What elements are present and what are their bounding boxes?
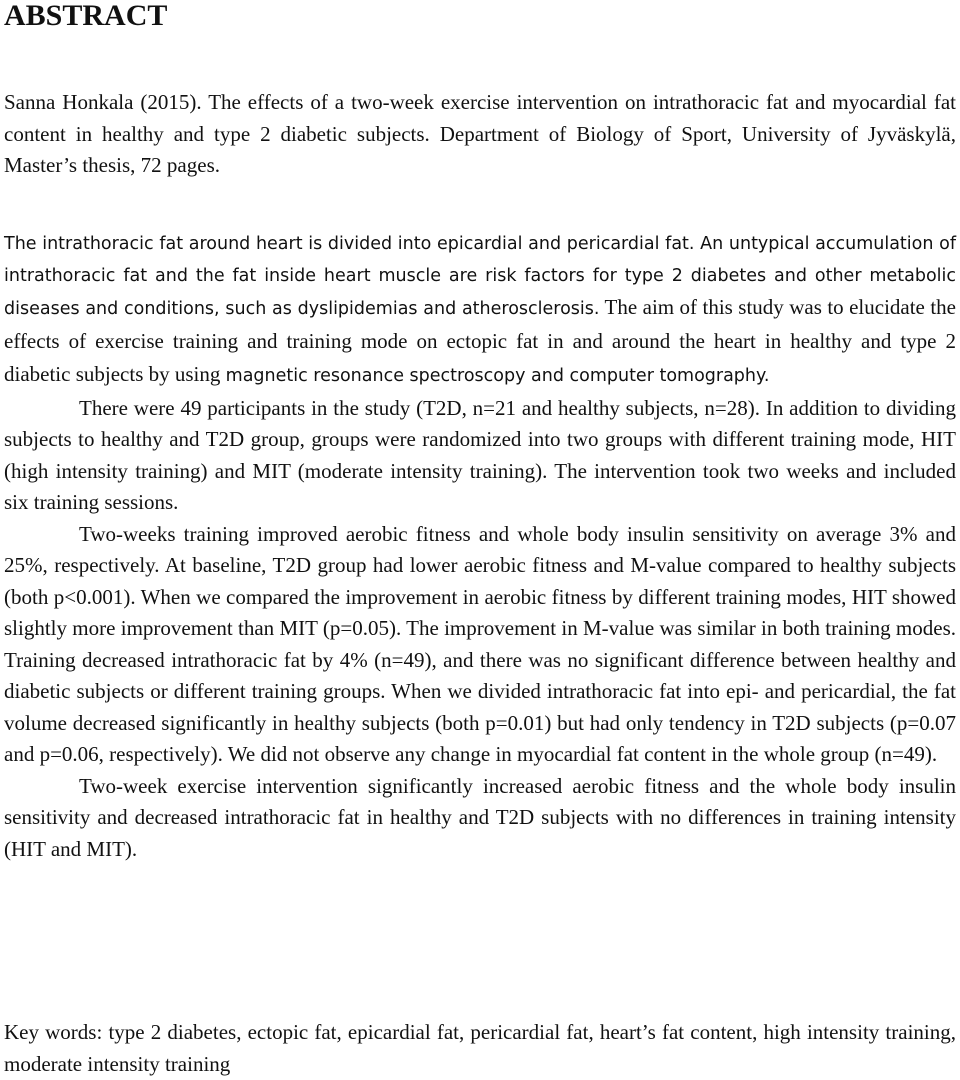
paragraph-1-intro: The intrathoracic fat around heart is divided into epicardial and pericardial fat. An untypical accumulation of intrathoracic fat and the fat inside heart muscle are risk factors for type 2 diabetes and other metabolic diseases and conditions, such as dyslipidemias and atherosclerosis. [4, 234, 956, 319]
paragraph-2-participants: There were 49 participants in the study (T2D, n=21 and healthy subjects, n=28). [79, 395, 760, 420]
citation-paragraph: Sanna Honkala (2015). The effects of a two-week exercise intervention on intrathoracic fat and myocardial fat content in healthy and type 2 diabetic subjects. Department of Biology of Sport, University of Jyväskylä, Master’s thesis, 72 pages. [4, 90, 956, 177]
paragraph-2-design: In addition to dividing subjects to healthy and T2D group, groups were randomized into two groups with different training mode, HIT (high intensity training) and MIT (moderate intensity training). The intervention took two weeks and included six training sessions. [4, 395, 956, 514]
keywords-paragraph: Key words: type 2 diabetes, ectopic fat, epicardial fat, pericardial fat, heart’s fat content, high intensity training, moderate intensity training [4, 1020, 956, 1076]
paragraph-1-aim: The aim of this study was to elucidate the effects of exercise training and training mode on ectopic fat in and around the heart in healthy and type 2 diabetic subjects by using [4, 295, 956, 386]
abstract-paragraph-2 [4, 393, 956, 519]
abstract-body [4, 229, 956, 865]
abstract-paragraph-3: Two-weeks training improved aerobic fitness and whole body insulin sensitivity on average 3% and 25%, respectively. At baseline, T2D group had lower aerobic fitness and M-value compared to healthy subjects (both p<0.001). When we compared the improvement in aerobic fitness by different training modes, HIT showed slightly more improvement than MIT (p=0.05). The improvement in M-value was similar in both training modes. Training decreased intrathoracic fat by 4% (n=49), and there was no significant difference between healthy and diabetic subjects or different training groups. When we divided intrathoracic fat into epi- and pericardial, the fat volume decreased significantly in healthy subjects (both p=0.01) but had only tendency in T2D subjects (p=0.07 and p=0.06, respectively). We did not observe any change in myocardial fat content in the whole group (n=49). [4, 521, 956, 766]
abstract-paragraph-1 [4, 229, 956, 393]
abstract-page [4, 0, 956, 1076]
paragraph-1-methods: magnetic resonance spectroscopy and computer tomography. [225, 366, 770, 386]
page-title: ABSTRACT [4, 0, 168, 32]
abstract-paragraph-4: Two-week exercise intervention significantly increased aerobic fitness and the whole body insulin sensitivity and decreased intrathoracic fat in healthy and T2D subjects with no differences in training intensity (HIT and MIT). [4, 773, 956, 861]
